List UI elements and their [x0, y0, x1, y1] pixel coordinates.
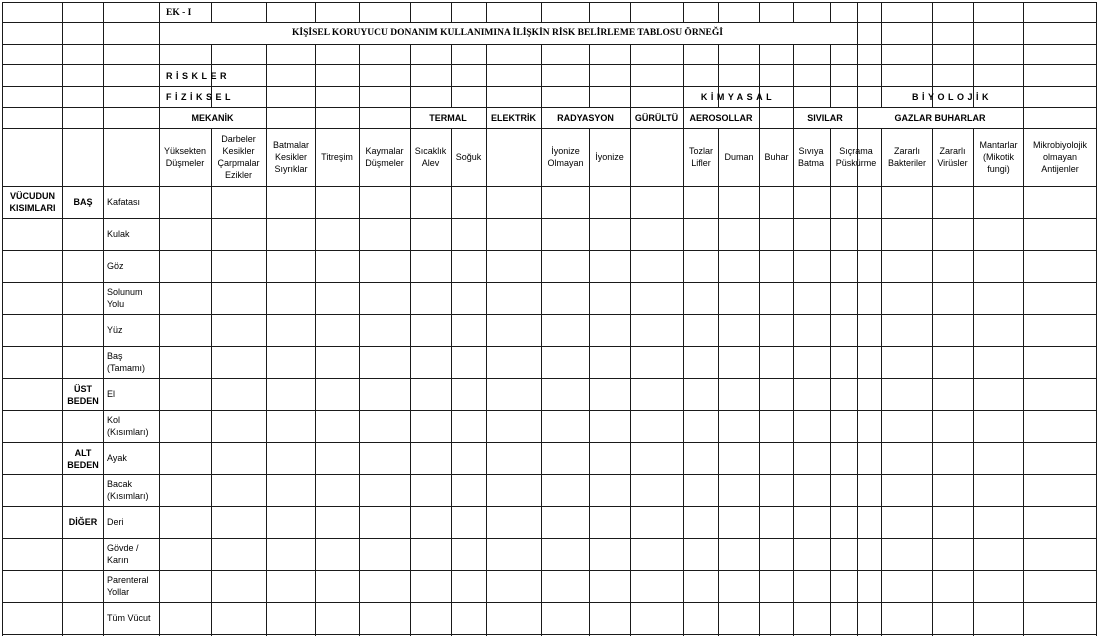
- grid-row-line: [2, 602, 1096, 603]
- grid-row-line: [2, 506, 1096, 507]
- grid-column-line: [1023, 2, 1024, 636]
- grid-column-line: [266, 2, 267, 636]
- grid-row-line: [2, 442, 1096, 443]
- part-whole-body: Tüm Vücut: [107, 613, 151, 623]
- thermal-header: TERMAL: [429, 112, 467, 123]
- grid-column-line: [315, 2, 316, 636]
- gases-header: GAZLAR BUHARLAR: [894, 112, 986, 123]
- group-other: DİĞER: [68, 517, 98, 527]
- group-head: BAŞ: [73, 197, 93, 207]
- grid-row-line: [2, 538, 1096, 539]
- hazard-immersion: Sıvıya Batma: [797, 146, 824, 168]
- liquids-header: SIVILAR: [807, 112, 843, 123]
- hazard-splash: Sıçrama Püskürme: [835, 146, 877, 168]
- mechanical-header: MEKANİK: [191, 112, 234, 123]
- risks-header: RİSKLER: [166, 70, 231, 81]
- grid-row-line: [2, 44, 1096, 45]
- grid-column-line: [793, 2, 794, 636]
- grid-column-line: [589, 2, 590, 636]
- grid-row-line: [2, 128, 1096, 129]
- grid-row-line: [2, 314, 1096, 315]
- part-whole-head: Baş (Tamamı): [107, 351, 145, 373]
- grid-row-line: [2, 634, 1096, 635]
- hazard-non-ionizing: İyonize Olmayan: [547, 146, 584, 168]
- grid-column-line: [541, 2, 542, 636]
- grid-column-line: [857, 2, 858, 636]
- hazard-heat: Sıcaklık Alev: [414, 146, 447, 168]
- grid-row-line: [2, 2, 1096, 3]
- part-foot: Ayak: [107, 453, 127, 463]
- table-title: KİŞİSEL KORUYUCU DONANIM KULLANIMINA İLİŞKİN RİSK BELİRLEME TABLOSU ÖRNEĞİ: [292, 28, 723, 38]
- part-arm: Kol (Kısımları): [107, 415, 149, 437]
- grid-column-line: [830, 2, 831, 636]
- grid-row-line: [2, 218, 1096, 219]
- grid-column-line: [410, 2, 411, 636]
- grid-column-line: [359, 2, 360, 636]
- grid-row-line: [2, 570, 1096, 571]
- part-eye: Göz: [107, 261, 124, 271]
- group-lower-body: ALT BEDEN: [67, 448, 99, 470]
- grid-row-line: [2, 346, 1096, 347]
- hazard-punctures: Batmalar Kesikler Sıyrıklar: [272, 140, 309, 174]
- part-trunk: Gövde / Karın: [107, 543, 139, 565]
- grid-column-line: [630, 2, 631, 636]
- radiation-header: RADYASYON: [557, 112, 614, 123]
- part-parenteral: Parenteral Yollar: [107, 575, 149, 597]
- hazard-falls-from-height: Yüksekten Düşmeler: [163, 146, 207, 168]
- electrical-header: ELEKTRİK: [491, 112, 536, 123]
- grid-column-line: [1096, 2, 1097, 636]
- hazard-viruses: Zararlı Virüsler: [937, 146, 968, 168]
- part-ear: Kulak: [107, 229, 130, 239]
- hazard-vapor: Buhar: [764, 152, 789, 162]
- hazard-slips: Kaymalar Düşmeler: [365, 146, 404, 168]
- grid-row-line: [2, 282, 1096, 283]
- grid-row-line: [2, 474, 1096, 475]
- grid-column-line: [451, 2, 452, 636]
- grid-column-line: [159, 2, 160, 636]
- part-leg: Bacak (Kısımları): [107, 479, 149, 501]
- hazard-cold: Soğuk: [455, 152, 482, 162]
- hazard-ionizing: İyonize: [595, 152, 624, 162]
- hazard-smoke: Duman: [724, 152, 754, 162]
- grid-column-line: [486, 2, 487, 636]
- grid-row-line: [2, 410, 1096, 411]
- hazard-vibration: Titreşim: [321, 152, 353, 162]
- annex-label: EK - I: [166, 8, 192, 18]
- part-skull: Kafatası: [107, 197, 141, 207]
- noise-header: GÜRÜLTÜ: [634, 112, 679, 123]
- group-upper-body: ÜST BEDEN: [67, 384, 99, 406]
- part-skin: Deri: [107, 517, 124, 527]
- biological-header: BİYOLOJİK: [911, 91, 992, 102]
- grid-column-line: [2, 2, 3, 636]
- grid-row-line: [2, 64, 1096, 65]
- chemical-header: KİMYASAL: [700, 91, 776, 102]
- body-parts-header: VÜCUDUN KISIMLARI: [9, 191, 56, 213]
- hazard-bacteria: Zararlı Bakteriler: [887, 146, 926, 168]
- hazard-fungi: Mantarlar (Mikotik fungi): [979, 140, 1018, 174]
- hazard-impacts: Darbeler Kesikler Çarpmalar Ezikler: [217, 134, 260, 180]
- hazard-antigens: Mikrobiyolojik olmayan Antijenler: [1032, 140, 1087, 174]
- part-respiratory: Solunum Yolu: [107, 287, 143, 309]
- grid-row-line: [2, 250, 1096, 251]
- grid-row-line: [2, 378, 1096, 379]
- part-hand: El: [107, 389, 116, 399]
- grid-row-line: [2, 186, 1096, 187]
- part-face: Yüz: [107, 325, 123, 335]
- physical-header: FİZİKSEL: [166, 91, 234, 102]
- grid-column-line: [62, 2, 63, 636]
- hazard-dust: Tozlar Lifler: [688, 146, 713, 168]
- aerosols-header: AEROSOLLAR: [689, 112, 753, 123]
